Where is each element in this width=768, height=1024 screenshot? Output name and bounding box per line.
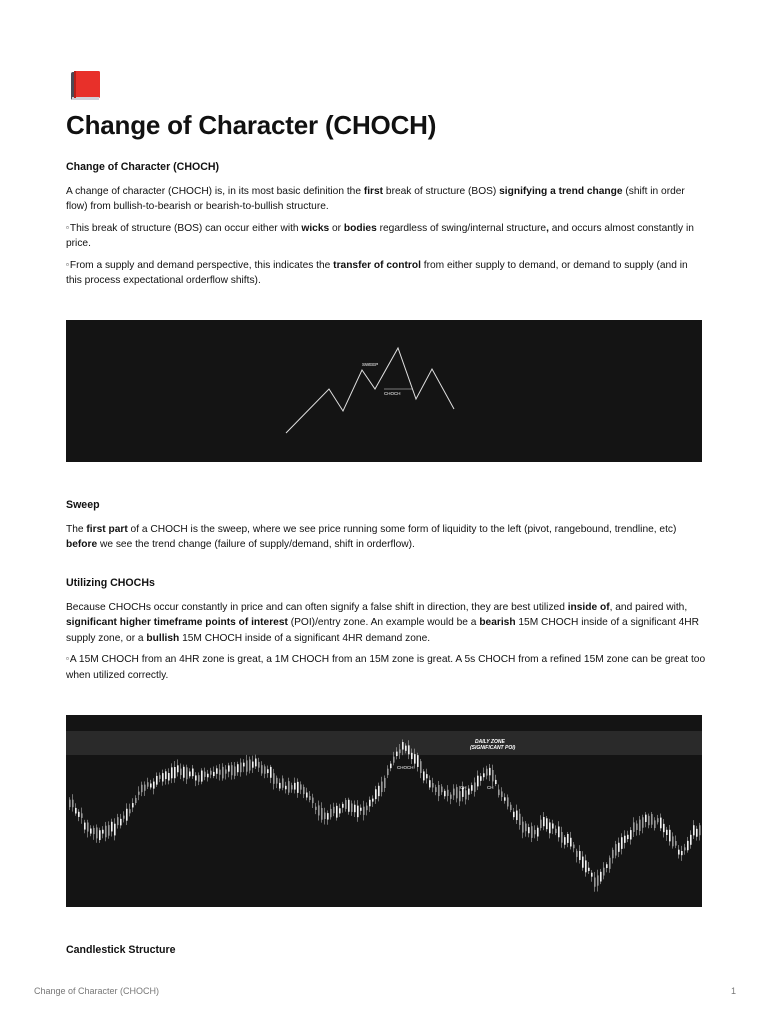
candle-body: [348, 800, 350, 812]
candle-body: [444, 791, 446, 796]
candle-body: [585, 860, 587, 872]
intro-paragraph-2: [66, 220, 702, 252]
candle-body: [399, 749, 401, 753]
candles-group: [69, 739, 701, 891]
candle-body: [402, 742, 404, 750]
candle-body: [516, 811, 518, 821]
candle-body: [549, 822, 551, 833]
candle-body: [84, 823, 86, 830]
candle-body: [408, 745, 410, 754]
candle-body: [360, 808, 362, 811]
candle-body: [543, 817, 545, 826]
candle-body: [531, 826, 533, 838]
candle-body: [249, 760, 251, 771]
candle-body: [573, 845, 575, 849]
bold-run: significant higher timeframe points of interest: [66, 617, 288, 628]
candle-body: [591, 873, 593, 877]
candle-body: [630, 830, 632, 839]
candle-body: [162, 773, 164, 781]
footer-title: Change of Character (CHOCH): [34, 986, 160, 996]
text-run: of a CHOCH is the sweep, where we see price running some form of liquidity to the left (pivot, rangebound, trendline, etc): [127, 523, 677, 535]
price-path-line: [286, 348, 454, 433]
candle-body: [669, 830, 671, 842]
candle-body: [129, 809, 131, 813]
candle-body: [624, 836, 626, 843]
candle-body: [300, 784, 302, 789]
candle-body: [639, 820, 641, 831]
candle-body: [672, 836, 674, 846]
candle-body: [576, 851, 578, 857]
text-run: The: [66, 523, 87, 535]
candle-body: [195, 775, 197, 780]
candle-body: [90, 829, 92, 834]
candle-body: [651, 814, 653, 825]
candle-body: [369, 800, 371, 806]
candle-body: [69, 800, 71, 807]
bullet-icon: ▫: [66, 259, 69, 269]
candle-body: [219, 770, 221, 775]
candle-body: [135, 798, 137, 803]
candle-body: [303, 787, 305, 794]
text-run: (POI)/entry zone. An example would be a: [287, 617, 480, 628]
footer-page-number: 1: [730, 986, 736, 996]
candle-body: [111, 822, 113, 832]
text-run: 15M CHOCH inside of a significant 4HR supply zone, or a: [66, 617, 700, 644]
candle-body: [165, 771, 167, 779]
text-run: A change of character (CHOCH) is, in its most basic definition the: [66, 185, 364, 197]
text-run: , and paired with,: [609, 601, 688, 613]
candle-body: [138, 792, 140, 795]
candle-body: [657, 818, 659, 822]
candle-body: [525, 823, 527, 831]
intro-paragraph-3: [66, 257, 702, 289]
candle-body: [330, 809, 332, 817]
candle-body: [75, 808, 77, 814]
candle-body: [264, 766, 266, 773]
candle-body: [378, 786, 380, 796]
candle-body: [510, 805, 512, 810]
choch-label: CHOCH: [384, 391, 401, 396]
sweep-section: [66, 498, 706, 558]
candle-body: [588, 868, 590, 871]
candle-body: [315, 807, 317, 810]
candle-body: [312, 798, 314, 804]
candle-body: [261, 765, 263, 773]
ch-label-1: CH: [460, 785, 467, 790]
candle-body: [663, 824, 665, 832]
candle-body: [114, 824, 116, 836]
candle-body: [633, 822, 635, 832]
candle-body: [351, 803, 353, 811]
candle-body: [621, 837, 623, 849]
candle-body: [528, 827, 530, 833]
candle-body: [93, 828, 95, 834]
utilizing-paragraph-1: [66, 600, 706, 647]
candle-body: [411, 753, 413, 759]
candle-body: [105, 826, 107, 838]
candle-body: [291, 785, 293, 789]
candle-body: [615, 844, 617, 855]
candle-body: [699, 825, 701, 835]
candle-body: [441, 787, 443, 793]
candle-body: [423, 771, 425, 780]
candle-body: [684, 847, 686, 850]
candle-body: [552, 823, 554, 828]
bold-run: signifying a trend change: [499, 185, 623, 197]
candle-body: [522, 822, 524, 833]
candle-body: [288, 781, 290, 792]
text-run: regardless of swing/internal structure: [376, 222, 547, 234]
candle-body: [342, 804, 344, 808]
candle-body: [222, 767, 224, 779]
candle-body: [276, 778, 278, 784]
candle-body: [561, 832, 563, 843]
text-run: 15M CHOCH inside of a significant 4HR demand zone.: [179, 632, 431, 644]
candle-body: [192, 769, 194, 777]
candle-body: [339, 808, 341, 813]
candle-body: [96, 827, 98, 838]
intro-section: [66, 160, 702, 294]
candle-body: [270, 767, 272, 778]
significant-poi-label: (SIGNIFICANT POI): [470, 745, 516, 751]
candle-body: [252, 762, 254, 768]
candle-body: [675, 841, 677, 846]
candle-body: [678, 850, 680, 855]
candle-body: [363, 807, 365, 815]
text-run: break of structure (BOS): [383, 185, 500, 197]
candle-body: [246, 760, 248, 771]
candle-body: [381, 782, 383, 793]
candle-body: [204, 772, 206, 777]
candle-body: [183, 767, 185, 778]
text-run: or: [329, 222, 344, 234]
candle-body: [690, 835, 692, 845]
candle-body: [666, 830, 668, 835]
candle-body: [618, 843, 620, 852]
bold-run: inside of: [567, 601, 610, 613]
candle-body: [501, 791, 503, 797]
candle-body: [336, 806, 338, 818]
candle-body: [384, 778, 386, 788]
candle-body: [681, 851, 683, 855]
text-run: (shift in order flow) from bullish-to-bearish or bearish-to-bullish structure.: [66, 185, 685, 212]
utilizing-section: [66, 576, 706, 688]
bold-run: before: [66, 539, 98, 550]
candle-body: [627, 835, 629, 839]
candle-body: [171, 767, 173, 778]
candle-body: [282, 778, 284, 787]
candle-body: [414, 754, 416, 763]
candle-body: [654, 820, 656, 828]
candle-body: [696, 829, 698, 837]
utilizing-paragraph-2: [66, 651, 706, 683]
candle-body: [267, 769, 269, 773]
candle-body: [285, 786, 287, 790]
candle-body: [120, 819, 122, 826]
candle-body: [486, 769, 488, 776]
candle-body: [474, 782, 476, 791]
candle-body: [123, 816, 125, 819]
candle-body: [453, 789, 455, 796]
candle-body: [174, 767, 176, 778]
ch-label-2: CH: [487, 785, 494, 790]
candle-body: [309, 796, 311, 800]
candle-body: [504, 797, 506, 800]
candle-body: [258, 762, 260, 768]
candle-body: [606, 864, 608, 868]
candle-body: [144, 785, 146, 791]
candle-body: [273, 773, 275, 784]
candle-body: [480, 776, 482, 781]
candle-body: [600, 872, 602, 882]
candle-body: [648, 816, 650, 825]
candle-body: [603, 868, 605, 876]
text-run: A 15M CHOCH from an 4HR zone is great, a 1M CHOCH from an 15M zone is great. A 5s CHOCH from a refined 15M zone can be great too when utilized correctly.: [66, 654, 706, 681]
candle-body: [198, 775, 200, 782]
candle-body: [567, 834, 569, 843]
candle-body: [231, 765, 233, 775]
candle-body: [132, 803, 134, 807]
candle-body: [333, 807, 335, 813]
candle-body: [255, 759, 257, 767]
choch-diagram-image: [66, 320, 702, 462]
candle-body: [465, 790, 467, 799]
candle-body: [582, 857, 584, 868]
candle-body: [642, 817, 644, 827]
candle-body: [537, 828, 539, 837]
candle-body: [210, 771, 212, 775]
candle-body: [450, 795, 452, 799]
daily-zone-band: [66, 731, 702, 755]
candle-body: [435, 787, 437, 792]
candle-body: [471, 785, 473, 791]
candle-body: [492, 770, 494, 781]
bold-run: ,: [546, 222, 549, 234]
candle-body: [390, 764, 392, 768]
candle-body: [321, 808, 323, 820]
candle-body: [237, 764, 239, 772]
candlestick-heading: Candlestick Structure: [66, 944, 176, 956]
candle-body: [117, 817, 119, 825]
red-book-icon: [70, 70, 102, 102]
candle-body: [243, 763, 245, 767]
text-run: we see the trend change (failure of supply/demand, shift in orderflow).: [97, 539, 415, 550]
candle-body: [72, 800, 74, 808]
candle-body: [186, 767, 188, 779]
candle-body: [108, 825, 110, 836]
text-run: from either supply to demand, or demand to supply (and in this process expectational orderflow shifts).: [66, 259, 688, 286]
candle-body: [141, 785, 143, 792]
candle-body: [534, 830, 536, 834]
utilizing-heading: Utilizing CHOCHs: [66, 577, 155, 589]
candle-body: [234, 766, 236, 775]
candle-body: [507, 797, 509, 806]
daily-zone-label: DAILY ZONE: [475, 739, 505, 745]
candle-body: [153, 782, 155, 789]
candle-body: [570, 838, 572, 847]
candle-body: [225, 769, 227, 773]
candle-body: [150, 783, 152, 787]
text-run: From a supply and demand perspective, this indicates the: [69, 259, 334, 271]
candle-body: [327, 813, 329, 819]
candle-body: [147, 782, 149, 786]
candle-body: [477, 776, 479, 787]
candle-body: [228, 765, 230, 771]
candle-body: [99, 830, 101, 840]
candle-body: [546, 818, 548, 829]
candle-body: [372, 799, 374, 802]
candle-body: [645, 815, 647, 822]
candle-body: [159, 775, 161, 779]
candle-body: [81, 813, 83, 818]
candle-body: [555, 829, 557, 833]
candle-body: [558, 826, 560, 837]
candle-body: [687, 841, 689, 850]
candle-body: [429, 780, 431, 787]
candle-body: [324, 813, 326, 819]
candle-body: [483, 773, 485, 777]
candle-body: [420, 761, 422, 773]
candle-body: [660, 818, 662, 829]
candle-body: [297, 782, 299, 793]
candle-body: [468, 789, 470, 795]
candle-body: [78, 812, 80, 817]
intro-heading: Change of Character (CHOCH): [66, 161, 220, 173]
candle-body: [306, 793, 308, 798]
candle-body: [366, 806, 368, 811]
candle-body: [102, 830, 104, 834]
candle-body: [564, 837, 566, 845]
text-run: and occurs almost constantly in price.: [66, 222, 694, 249]
sweep-heading: Sweep: [66, 499, 100, 511]
bold-run: first: [363, 185, 384, 197]
intro-paragraph-1: [66, 184, 702, 215]
candle-body: [456, 787, 458, 798]
candle-body: [594, 877, 596, 886]
candle-body: [318, 805, 320, 815]
candle-body: [168, 773, 170, 780]
candle-body: [87, 822, 89, 831]
candle-body: [201, 771, 203, 782]
candle-body: [498, 789, 500, 795]
choch-label: CHOCH: [397, 765, 414, 770]
candle-body: [279, 783, 281, 789]
candle-body: [609, 858, 611, 869]
candle-body: [396, 752, 398, 756]
candle-body: [177, 765, 179, 772]
text-run: This break of structure (BOS) can occur either with: [69, 222, 302, 234]
candle-body: [207, 774, 209, 778]
candle-body: [426, 774, 428, 778]
candle-body: [393, 757, 395, 763]
bullet-icon: ▫: [66, 222, 69, 232]
candle-body: [612, 850, 614, 858]
candle-body: [513, 812, 515, 817]
bold-run: wicks: [301, 222, 330, 234]
candle-body: [180, 769, 182, 776]
candle-body: [417, 755, 419, 767]
bold-run: transfer of control: [333, 259, 421, 271]
candle-body: [189, 771, 191, 776]
bold-run: bodies: [343, 222, 377, 234]
candle-body: [375, 789, 377, 799]
candlestick-section: [66, 943, 706, 967]
candle-body: [579, 851, 581, 860]
page-title: Change of Character (CHOCH): [66, 110, 437, 140]
sweep-label: SWEEP: [362, 362, 379, 367]
candle-body: [216, 768, 218, 774]
candle-body: [540, 820, 542, 828]
candle-body: [213, 772, 215, 776]
candle-body: [447, 790, 449, 796]
candle-body: [636, 824, 638, 830]
candle-body: [240, 763, 242, 773]
candle-body: [495, 780, 497, 784]
candle-body: [156, 776, 158, 785]
candle-body: [489, 768, 491, 775]
text-run: Because CHOCHs occur constantly in price and can often signify a false shift in direction, they are best utilized: [66, 601, 568, 613]
bold-run: bullish: [146, 632, 180, 644]
candle-body: [345, 800, 347, 809]
sweep-paragraph: [66, 522, 706, 553]
candle-body: [387, 769, 389, 775]
candle-body: [693, 825, 695, 835]
candle-body: [294, 783, 296, 790]
candle-body: [459, 791, 461, 801]
candle-body: [357, 806, 359, 818]
candle-body: [432, 783, 434, 787]
bullet-icon: ▫: [66, 654, 69, 663]
candle-body: [126, 809, 128, 821]
candle-body: [405, 746, 407, 751]
bold-run: bearish: [479, 617, 516, 628]
candlestick-chart-image: [66, 715, 702, 907]
candle-body: [519, 814, 521, 825]
bold-run: first part: [86, 523, 128, 535]
candle-body: [438, 785, 440, 796]
candle-body: [597, 875, 599, 885]
candle-body: [354, 805, 356, 812]
